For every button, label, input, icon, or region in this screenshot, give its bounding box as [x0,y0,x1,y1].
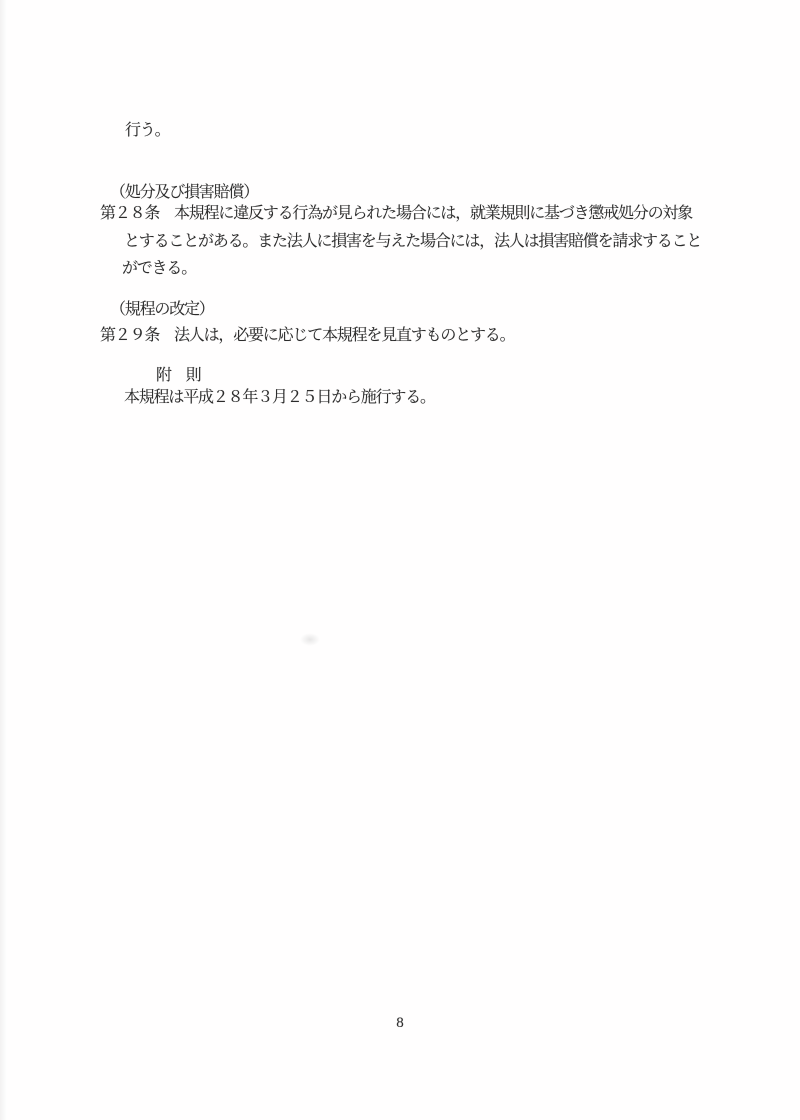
section-heading-regulation-revision: （規程の改定） [110,301,214,318]
supplementary-provisions-heading: 附 則 [156,367,201,384]
article-29-line-1: 第２９条 法人は，必要に応じて本規程を見直すものとする。 [100,327,515,344]
article-28-line-3: ができる。 [122,260,197,277]
article-28-line-2: とすることがある。また法人に損害を与えた場合には，法人は損害賠償を請求すること [124,233,702,250]
supplementary-provisions-effective-date-line: 本規程は平成２８年３月２５日から施行する。 [124,389,435,406]
scan-smudge-artifact [300,633,320,646]
page-number: 8 [396,1015,404,1031]
article-28-line-1: 第２８条 本規程に違反する行為が見られた場合には，就業規則に基づき懲戒処分の対象 [100,205,693,222]
scan-edge-shading [0,0,7,1120]
paragraph-closing-line: 行う。 [125,122,170,139]
section-heading-disposition-and-damages: （処分及び損害賠償） [110,184,259,201]
